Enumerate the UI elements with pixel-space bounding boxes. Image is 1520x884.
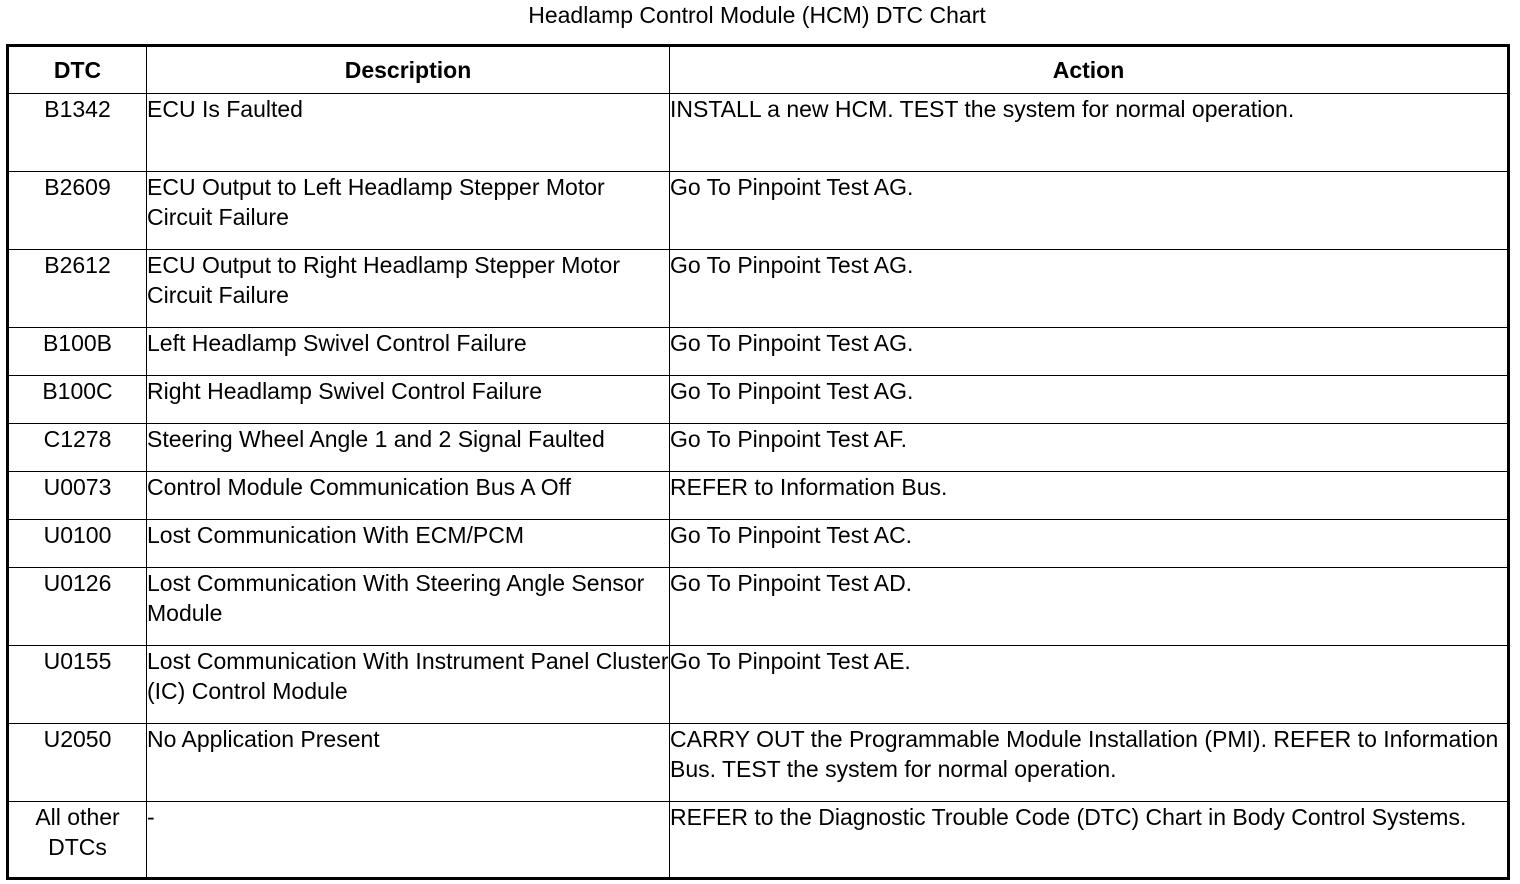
table-header-row bbox=[8, 46, 1509, 94]
dtc-code: All other DTCs bbox=[8, 802, 147, 879]
dtc-code: C1278 bbox=[8, 424, 147, 472]
dtc-description: No Application Present bbox=[147, 724, 670, 802]
dtc-description: Lost Communication With Instrument Panel Cluster (IC) Control Module bbox=[147, 646, 670, 724]
table-row bbox=[8, 472, 1509, 520]
table-row bbox=[8, 250, 1509, 328]
dtc-action: Go To Pinpoint Test AG. bbox=[670, 172, 1509, 250]
dtc-action: Go To Pinpoint Test AG. bbox=[670, 376, 1509, 424]
column-header-action: Action bbox=[670, 46, 1509, 94]
dtc-description: Lost Communication With ECM/PCM bbox=[147, 520, 670, 568]
dtc-action: REFER to Information Bus. bbox=[670, 472, 1509, 520]
dtc-description: Steering Wheel Angle 1 and 2 Signal Faulted bbox=[147, 424, 670, 472]
dtc-action: INSTALL a new HCM. TEST the system for normal operation. bbox=[670, 94, 1509, 172]
dtc-action: CARRY OUT the Programmable Module Installation (PMI). REFER to Information Bus. TEST the system for normal operation. bbox=[670, 724, 1509, 802]
dtc-description: - bbox=[147, 802, 670, 879]
table-row bbox=[8, 424, 1509, 472]
dtc-description: ECU Is Faulted bbox=[147, 94, 670, 172]
column-header-dtc: DTC bbox=[8, 46, 147, 94]
dtc-code: U2050 bbox=[8, 724, 147, 802]
dtc-action: REFER to the Diagnostic Trouble Code (DTC) Chart in Body Control Systems. bbox=[670, 802, 1509, 879]
dtc-action: Go To Pinpoint Test AG. bbox=[670, 250, 1509, 328]
dtc-chart-table bbox=[6, 44, 1510, 880]
dtc-action: Go To Pinpoint Test AE. bbox=[670, 646, 1509, 724]
table-row bbox=[8, 724, 1509, 802]
page-title: Headlamp Control Module (HCM) DTC Chart bbox=[528, 2, 986, 28]
dtc-code: U0126 bbox=[8, 568, 147, 646]
dtc-code: B2609 bbox=[8, 172, 147, 250]
table-row bbox=[8, 568, 1509, 646]
dtc-code: B1342 bbox=[8, 94, 147, 172]
dtc-code: B100B bbox=[8, 328, 147, 376]
dtc-code: B100C bbox=[8, 376, 147, 424]
dtc-action: Go To Pinpoint Test AF. bbox=[670, 424, 1509, 472]
dtc-description: Lost Communication With Steering Angle Sensor Module bbox=[147, 568, 670, 646]
column-header-description: Description bbox=[147, 46, 670, 94]
dtc-code: U0155 bbox=[8, 646, 147, 724]
table-row bbox=[8, 172, 1509, 250]
dtc-description: ECU Output to Right Headlamp Stepper Motor Circuit Failure bbox=[147, 250, 670, 328]
dtc-action: Go To Pinpoint Test AD. bbox=[670, 568, 1509, 646]
table-row bbox=[8, 94, 1509, 172]
table-row bbox=[8, 376, 1509, 424]
table-row bbox=[8, 646, 1509, 724]
dtc-description: Left Headlamp Swivel Control Failure bbox=[147, 328, 670, 376]
dtc-action: Go To Pinpoint Test AC. bbox=[670, 520, 1509, 568]
table-row bbox=[8, 520, 1509, 568]
table-row bbox=[8, 328, 1509, 376]
dtc-code: B2612 bbox=[8, 250, 147, 328]
dtc-code: U0073 bbox=[8, 472, 147, 520]
dtc-description: Control Module Communication Bus A Off bbox=[147, 472, 670, 520]
table-row bbox=[8, 802, 1509, 879]
dtc-description: ECU Output to Left Headlamp Stepper Motor Circuit Failure bbox=[147, 172, 670, 250]
dtc-code: U0100 bbox=[8, 520, 147, 568]
dtc-action: Go To Pinpoint Test AG. bbox=[670, 328, 1509, 376]
dtc-description: Right Headlamp Swivel Control Failure bbox=[147, 376, 670, 424]
